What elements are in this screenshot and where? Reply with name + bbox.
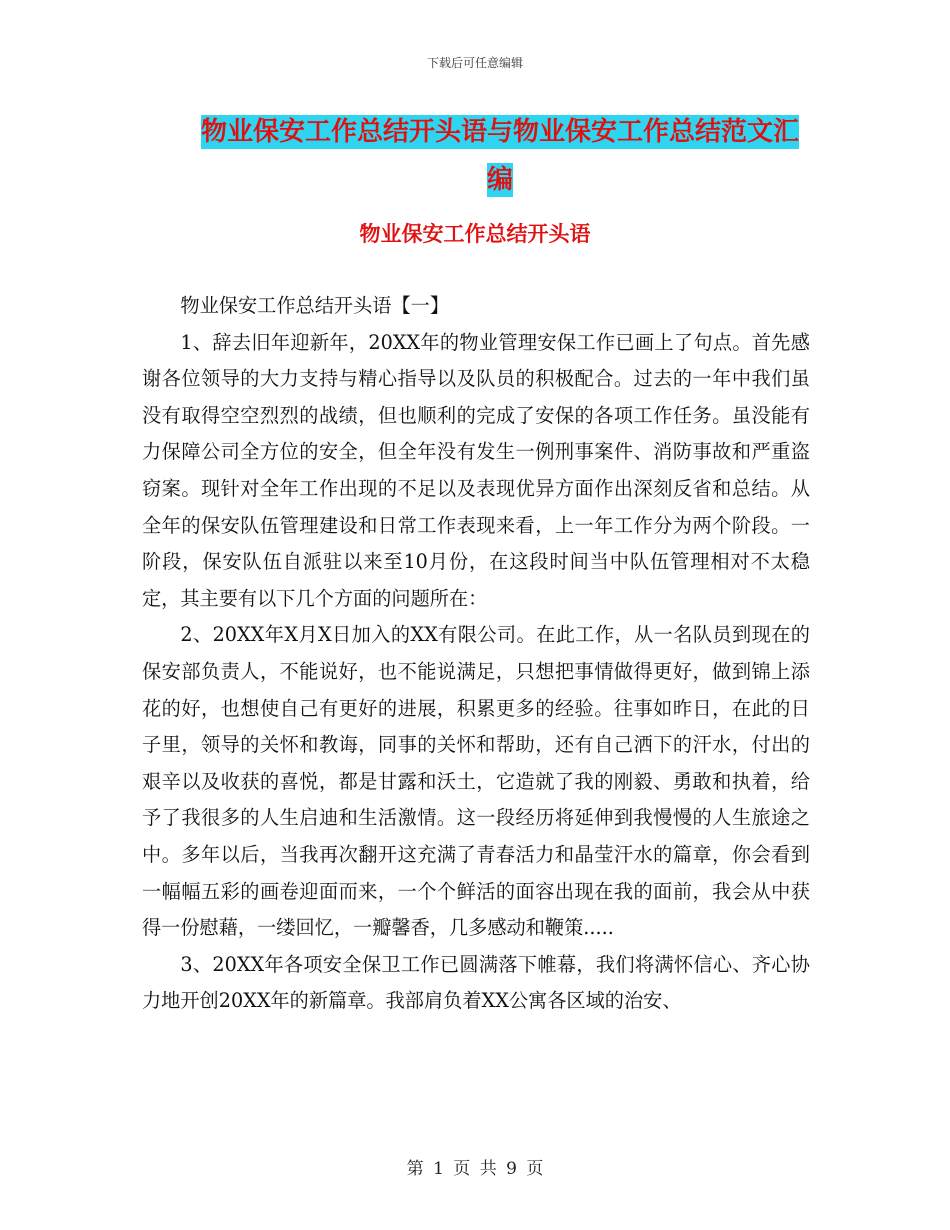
document-title xyxy=(190,108,810,204)
document-title-text: 物业保安工作总结开头语与物业保安工作总结范文汇编 xyxy=(200,117,799,195)
paragraph: 2、20XX年X月X日加入的XX有限公司。在此工作，从一名队员到现在的保安部负责人，不能说好，也不能说满足，只想把事情做得更好，做到锦上添花的好，也想使自己有更好的进展，积累更多的经验。往事如昨日，在此的日子里，领导的关怀和教诲，同事的关怀和帮助，还有自己洒下的汗水，付出的艰辛以及收获的喜悦，都是甘露和沃土，它造就了我的刚毅、勇敢和执着，给予了我很多的人生启迪和生活激情。这一段经历将延伸到我慢慢的人生旅途之中。多年以后，当我再次翻开这充满了青春活力和晶莹汗水的篇章，你会看到一幅幅五彩的画卷迎面而来，一个个鲜活的面容出现在我的面前，我会从中获得一份慰藉，一缕回忆，一瓣馨香，几多感动和鞭策..... xyxy=(142,623,810,940)
section-subtitle: 物业保安工作总结开头语 xyxy=(359,222,591,246)
header-note: 下载后可任意编辑 xyxy=(426,56,523,70)
body-text xyxy=(142,288,810,1020)
page-number: 第 1 页 共 9 页 xyxy=(406,1159,544,1179)
paragraph: 1、辞去旧年迎新年，20XX年的物业管理安保工作已画上了句点。首先感谢各位领导的大力支持与精心指导以及队员的积极配合。过去的一年中我们虽没有取得空空烈烈的战绩，但也顺利的完成了安保的各项工作任务。虽没能有力保障公司全方位的安全，但全年没有发生一例刑事案件、消防事故和严重盗窃案。现针对全年工作出现的不足以及表现优异方面作出深刻反省和总结。从全年的保安队伍管理建设和日常工作表现来看，上一年工作分为两个阶段。一阶段，保安队伍自派驻以来至10月份，在这段时间当中队伍管理相对不太稳定，其主要有以下几个方面的问题所在： xyxy=(142,330,810,610)
paragraph: 3、20XX年各项安全保卫工作已圆满落下帷幕，我们将满怀信心、齐心协力地开创20XX年的新篇章。我部肩负着XX公寓各区域的治安、 xyxy=(142,952,810,1013)
paragraph-heading: 物业保安工作总结开头语【一】 xyxy=(180,294,450,317)
